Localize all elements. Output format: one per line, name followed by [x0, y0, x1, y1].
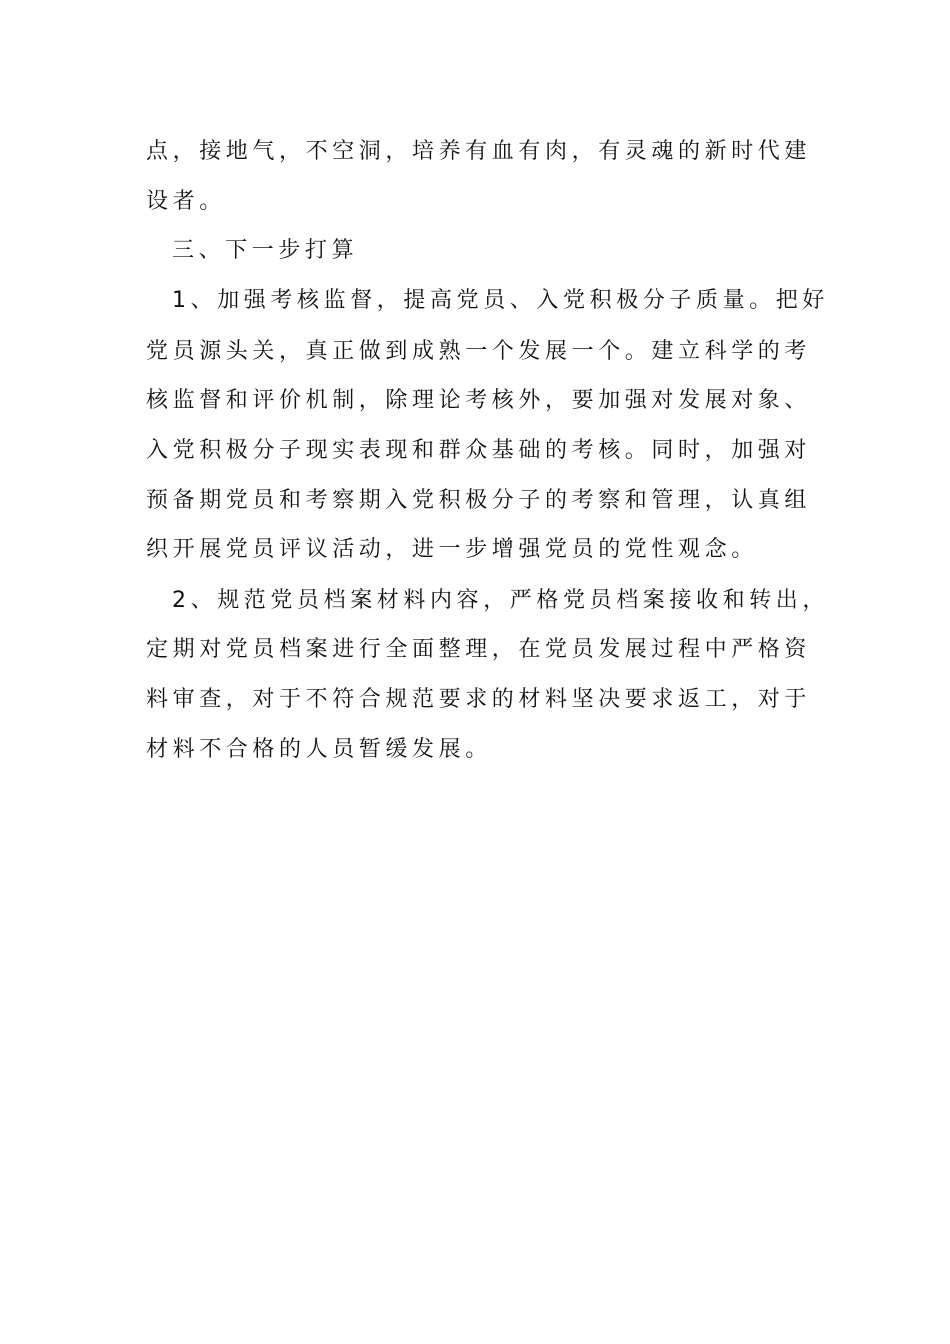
paragraph-line: 预备期党员和考察期入党积极分子的考察和管理，认真组: [146, 488, 812, 513]
paragraph-line: 设者。: [146, 189, 226, 214]
paragraph-line: 料审查，对于不符合规范要求的材料坚决要求返工，对于: [146, 687, 812, 712]
paragraph-line: 党员源头关，真正做到成熟一个发展一个。建立科学的考: [146, 339, 812, 364]
paragraph-line: 核监督和评价机制，除理论考核外，要加强对发展对象、: [146, 388, 812, 413]
paragraph-line: 定期对党员档案进行全面整理，在党员发展过程中严格资: [146, 637, 812, 662]
paragraph-line: 点，接地气，不空洞，培养有血有肉，有灵魂的新时代建: [146, 139, 812, 164]
paragraph-line: 入党积极分子现实表现和群众基础的考核。同时，加强对: [146, 438, 812, 463]
paragraph-line: 材料不合格的人员暂缓发展。: [146, 737, 492, 762]
section-heading: 三、下一步打算: [172, 238, 359, 263]
paragraph-line: 织开展党员评议活动，进一步增强党员的党性观念。: [146, 537, 758, 562]
paragraph-line: 1、加强考核监督，提高党员、入党积极分子质量。把好: [172, 288, 829, 313]
paragraph-line: 2、规范党员档案材料内容，严格党员档案接收和转出，: [172, 588, 829, 613]
